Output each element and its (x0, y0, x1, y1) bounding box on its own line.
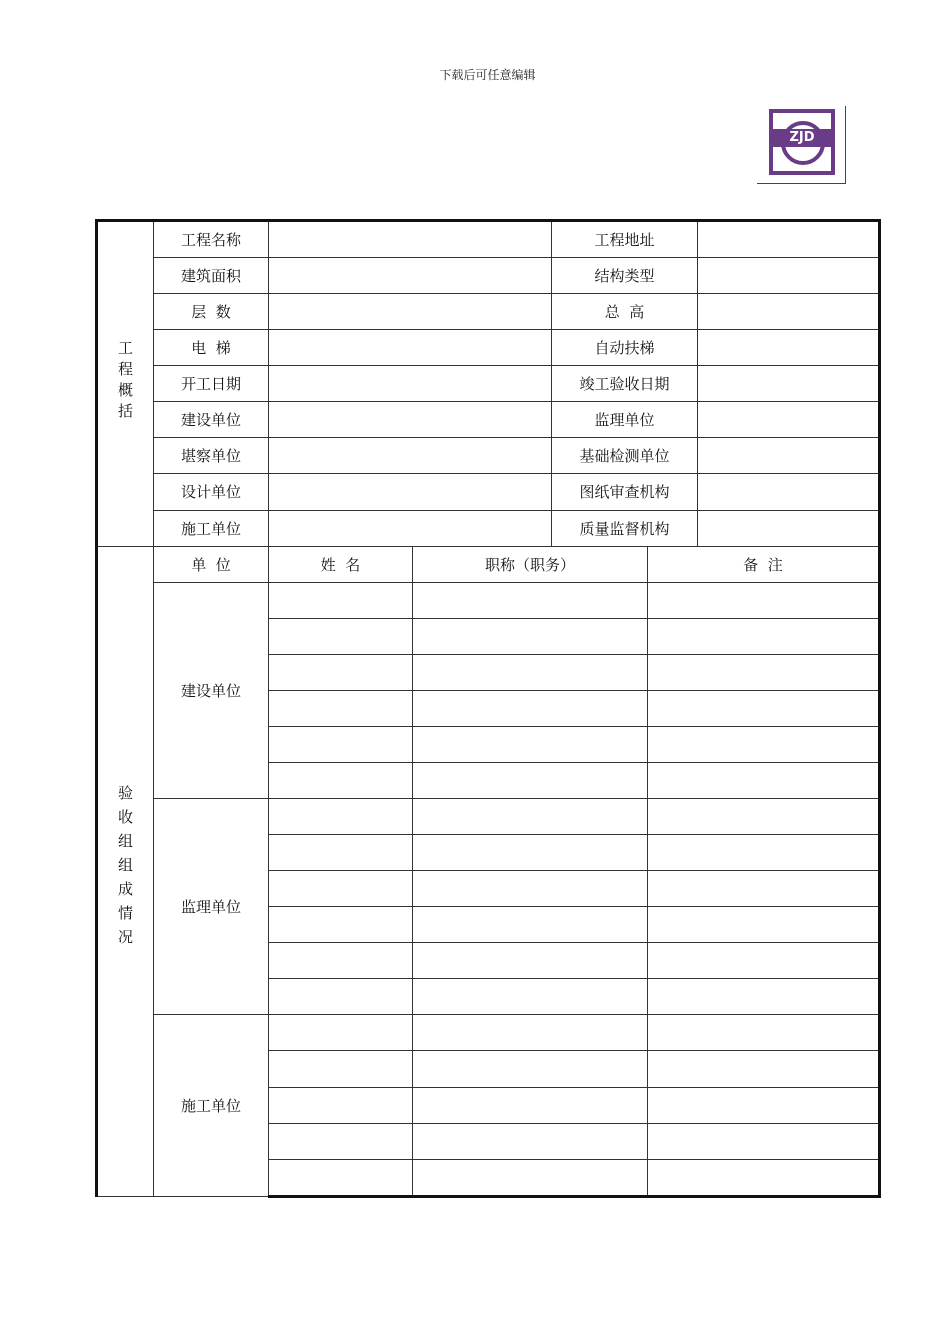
member-name-cell[interactable] (269, 762, 413, 798)
acceptance-form-table (95, 219, 881, 1198)
member-title-cell[interactable] (413, 1015, 648, 1051)
overview-label-r-3: 自动扶梯 (552, 330, 698, 366)
member-name-cell[interactable] (269, 1159, 413, 1196)
overview-value-r-0[interactable] (698, 221, 880, 258)
member-title-cell[interactable] (413, 690, 648, 726)
overview-label-r-5: 监理单位 (552, 402, 698, 438)
member-name-cell[interactable] (269, 1087, 413, 1123)
member-title-cell[interactable] (413, 1051, 648, 1087)
overview-value-7[interactable] (269, 474, 552, 510)
member-name-cell[interactable] (269, 654, 413, 690)
overview-value-1[interactable] (269, 258, 552, 294)
overview-section-text: 工程概括 (116, 339, 134, 424)
member-name-cell[interactable] (269, 618, 413, 654)
overview-label-2: 层 数 (154, 294, 269, 330)
overview-value-r-2[interactable] (698, 294, 880, 330)
committee-section-text: 验收组组成情况 (116, 785, 134, 954)
group-label-contractor: 施工单位 (154, 1015, 269, 1197)
company-logo (757, 106, 846, 184)
member-name-cell[interactable] (269, 1123, 413, 1159)
header-note: 下载后可任意编辑 (439, 68, 536, 82)
member-title-cell[interactable] (413, 871, 648, 907)
overview-label-r-1: 结构类型 (552, 258, 698, 294)
overview-value-r-7[interactable] (698, 474, 880, 510)
overview-label-r-4: 竣工验收日期 (552, 366, 698, 402)
member-name-cell[interactable] (269, 1051, 413, 1087)
member-name-cell[interactable] (269, 690, 413, 726)
member-name-cell[interactable] (269, 979, 413, 1015)
member-title-cell[interactable] (413, 762, 648, 798)
member-title-cell[interactable] (413, 582, 648, 618)
overview-label-r-8: 质量监督机构 (552, 510, 698, 546)
member-name-cell[interactable] (269, 943, 413, 979)
member-name-cell[interactable] (269, 799, 413, 835)
overview-label-5: 建设单位 (154, 402, 269, 438)
group-label-construction: 建设单位 (154, 582, 269, 798)
col-header-title: 职称（职务） (413, 546, 648, 582)
overview-label-r-0: 工程地址 (552, 221, 698, 258)
overview-value-2[interactable] (269, 294, 552, 330)
member-remark-cell[interactable] (648, 582, 880, 618)
committee-section-label (97, 546, 154, 1196)
member-title-cell[interactable] (413, 799, 648, 835)
member-name-cell[interactable] (269, 907, 413, 943)
overview-label-8: 施工单位 (154, 510, 269, 546)
member-remark-cell[interactable] (648, 1123, 880, 1159)
member-remark-cell[interactable] (648, 618, 880, 654)
overview-label-r-2: 总 高 (552, 294, 698, 330)
member-title-cell[interactable] (413, 1087, 648, 1123)
member-remark-cell[interactable] (648, 1051, 880, 1087)
col-header-name: 姓 名 (269, 546, 413, 582)
member-title-cell[interactable] (413, 1159, 648, 1196)
overview-value-8[interactable] (269, 510, 552, 546)
overview-label-0: 工程名称 (154, 221, 269, 258)
member-remark-cell[interactable] (648, 943, 880, 979)
member-title-cell[interactable] (413, 1123, 648, 1159)
overview-value-0[interactable] (269, 221, 552, 258)
member-remark-cell[interactable] (648, 1087, 880, 1123)
member-remark-cell[interactable] (648, 835, 880, 871)
overview-section-label (97, 221, 154, 547)
member-name-cell[interactable] (269, 871, 413, 907)
logo-square (769, 109, 835, 175)
overview-value-r-1[interactable] (698, 258, 880, 294)
member-name-cell[interactable] (269, 726, 413, 762)
overview-value-r-5[interactable] (698, 402, 880, 438)
overview-label-r-7: 图纸审查机构 (552, 474, 698, 510)
member-title-cell[interactable] (413, 618, 648, 654)
overview-label-7: 设计单位 (154, 474, 269, 510)
member-remark-cell[interactable] (648, 726, 880, 762)
overview-value-r-6[interactable] (698, 438, 880, 474)
member-remark-cell[interactable] (648, 979, 880, 1015)
member-title-cell[interactable] (413, 907, 648, 943)
overview-label-r-6: 基础检测单位 (552, 438, 698, 474)
member-name-cell[interactable] (269, 1015, 413, 1051)
overview-value-r-8[interactable] (698, 510, 880, 546)
member-remark-cell[interactable] (648, 1015, 880, 1051)
member-title-cell[interactable] (413, 726, 648, 762)
col-header-remark: 备 注 (648, 546, 880, 582)
member-name-cell[interactable] (269, 835, 413, 871)
overview-value-4[interactable] (269, 366, 552, 402)
overview-value-6[interactable] (269, 438, 552, 474)
col-header-unit: 单 位 (154, 546, 269, 582)
member-remark-cell[interactable] (648, 690, 880, 726)
member-remark-cell[interactable] (648, 871, 880, 907)
member-title-cell[interactable] (413, 943, 648, 979)
overview-label-1: 建筑面积 (154, 258, 269, 294)
member-title-cell[interactable] (413, 835, 648, 871)
overview-value-5[interactable] (269, 402, 552, 438)
overview-value-r-3[interactable] (698, 330, 880, 366)
member-name-cell[interactable] (269, 582, 413, 618)
overview-label-6: 堪察单位 (154, 438, 269, 474)
logo-text: ZJD (773, 129, 831, 147)
overview-value-r-4[interactable] (698, 366, 880, 402)
overview-label-4: 开工日期 (154, 366, 269, 402)
member-remark-cell[interactable] (648, 654, 880, 690)
overview-label-3: 电 梯 (154, 330, 269, 366)
member-remark-cell[interactable] (648, 799, 880, 835)
group-label-supervision: 监理单位 (154, 799, 269, 1015)
member-remark-cell[interactable] (648, 762, 880, 798)
member-remark-cell[interactable] (648, 907, 880, 943)
overview-value-3[interactable] (269, 330, 552, 366)
member-title-cell[interactable] (413, 654, 648, 690)
member-remark-cell[interactable] (648, 1159, 880, 1196)
member-title-cell[interactable] (413, 979, 648, 1015)
